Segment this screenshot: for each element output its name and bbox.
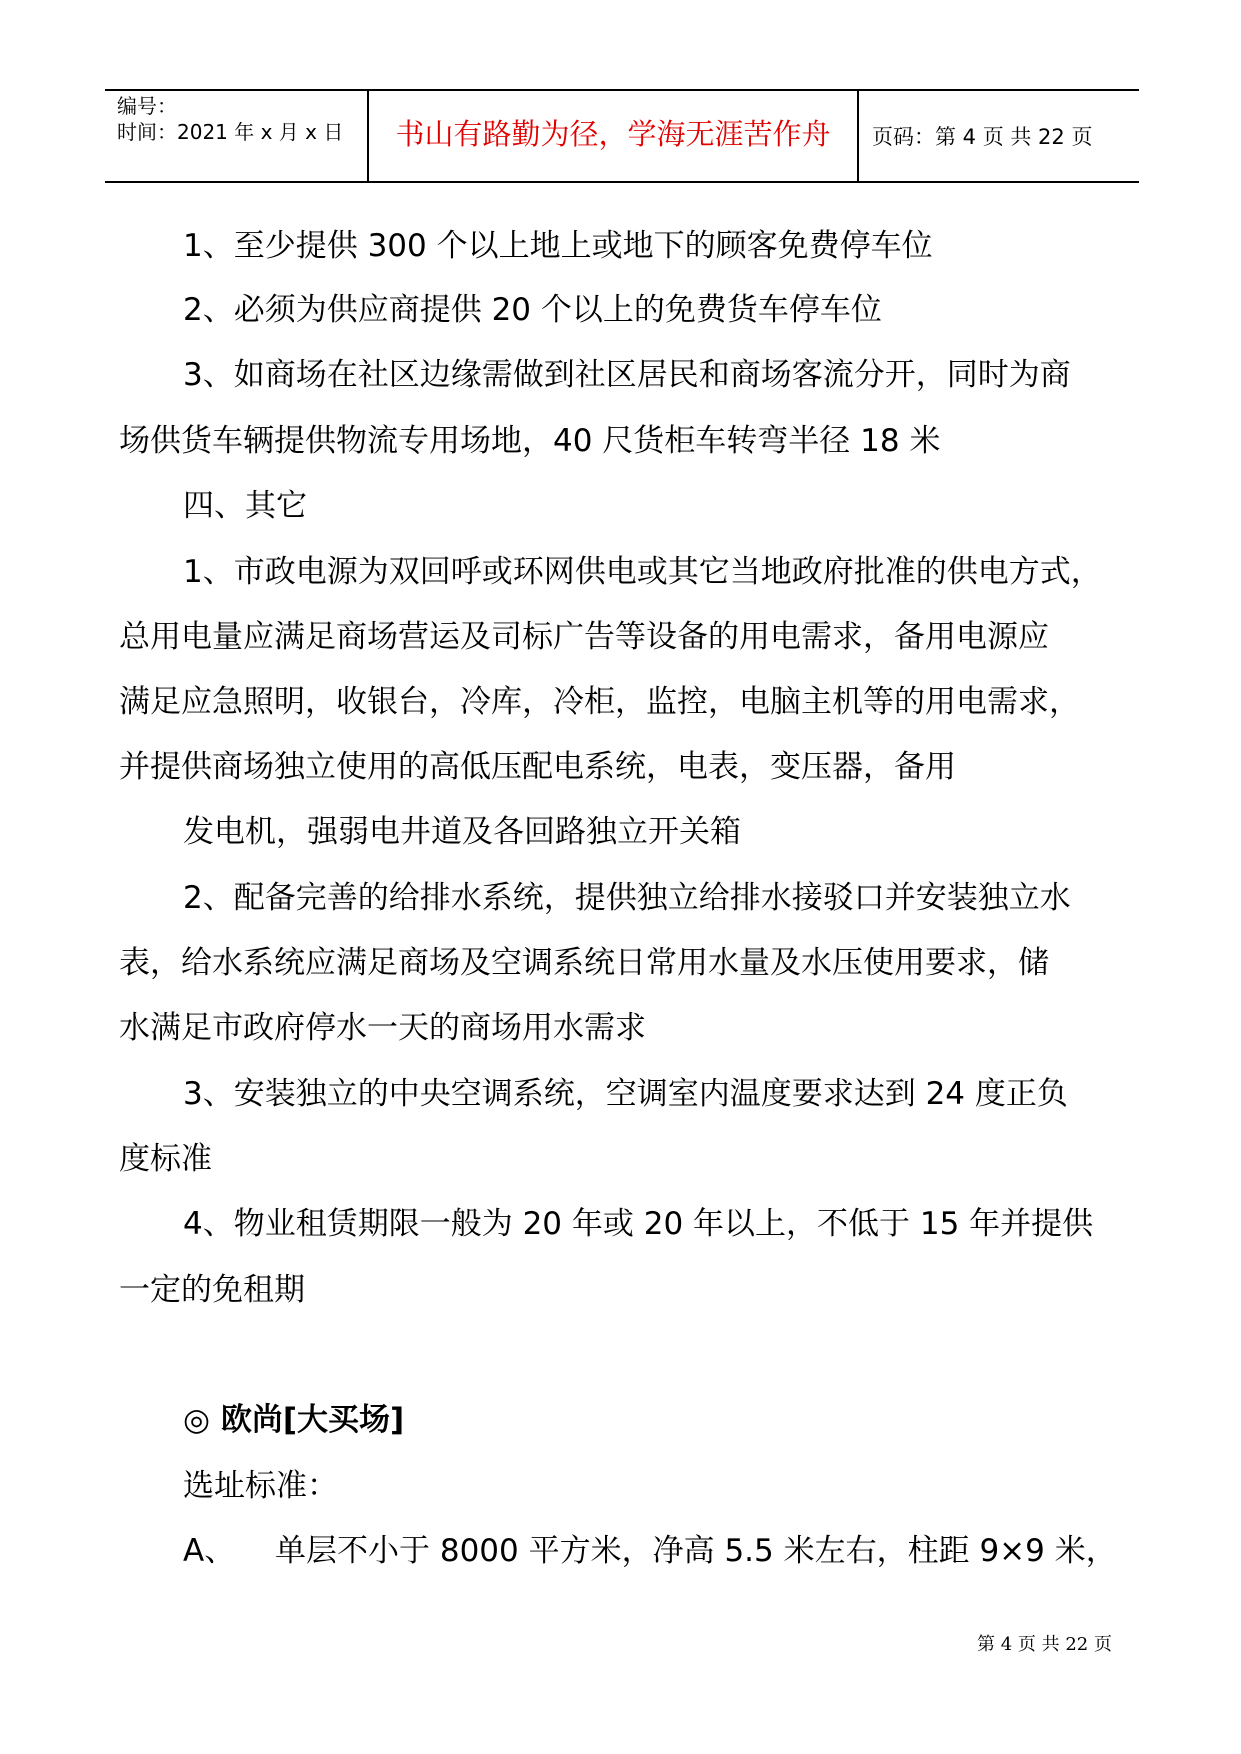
paragraph-line: 4、物业租赁期限一般为 20 年或 20 年以上，不低于 15 年并提供	[183, 1206, 1094, 1242]
paragraph-line: 2、必须为供应商提供 20 个以上的免费货车停车位	[183, 292, 882, 328]
section-heading-other: 四、其它	[183, 488, 307, 524]
paragraph-line: 1、市政电源为双回呼或环网供电或其它当地政府批准的供电方式，	[183, 554, 1102, 590]
paragraph-line: 并提供商场独立使用的高低压配电系统，电表，变压器，备用	[119, 749, 956, 785]
paragraph-line: 一定的免租期	[119, 1272, 305, 1308]
header-divider-right	[857, 89, 859, 183]
footer-page-number: 第 4 页 共 22 页	[977, 1634, 1112, 1655]
paragraph-line: 3、如商场在社区边缘需做到社区居民和商场客流分开，同时为商	[183, 357, 1071, 393]
header-time-label: 时间：2021 年 x 月 x 日	[117, 120, 344, 144]
paragraph-line: 总用电量应满足商场营运及司标广告等设备的用电需求，备用电源应	[119, 619, 1049, 655]
section-title: ◎ 欧尚[大买场]	[183, 1402, 405, 1438]
site-criteria-label: 选址标准：	[183, 1468, 338, 1504]
item-a-text: 单层不小于 8000 平方米，净高 5.5 米左右，柱距 9×9 米，	[275, 1533, 1117, 1569]
header-top-rule	[105, 89, 1139, 91]
paragraph-line: 2、配备完善的给排水系统，提供独立给排水接驳口并安装独立水	[183, 880, 1071, 916]
paragraph-line: 度标准	[119, 1141, 212, 1177]
header-serial-label: 编号：	[117, 94, 177, 118]
item-a-marker: A、	[183, 1533, 236, 1569]
header-page-label: 页码：第 4 页 共 22 页	[872, 125, 1093, 149]
paragraph-line: 表，给水系统应满足商场及空调系统日常用水量及水压使用要求，储	[119, 945, 1049, 981]
header-motto: 书山有路勤为径，学海无涯苦作舟	[395, 117, 831, 151]
paragraph-line: 场供货车辆提供物流专用场地，40 尺货柜车转弯半径 18 米	[119, 423, 941, 459]
paragraph-line: 发电机，强弱电井道及各回路独立开关箱	[183, 814, 741, 850]
paragraph-line: 1、至少提供 300 个以上地上或地下的顾客免费停车位	[183, 228, 933, 264]
paragraph-line: 满足应急照明，收银台，冷库，冷柜，监控，电脑主机等的用电需求，	[119, 684, 1080, 720]
paragraph-line: 3、安装独立的中央空调系统，空调室内温度要求达到 24 度正负	[183, 1076, 1068, 1112]
paragraph-line: 水满足市政府停水一天的商场用水需求	[119, 1010, 646, 1046]
header-bottom-rule	[105, 181, 1139, 183]
